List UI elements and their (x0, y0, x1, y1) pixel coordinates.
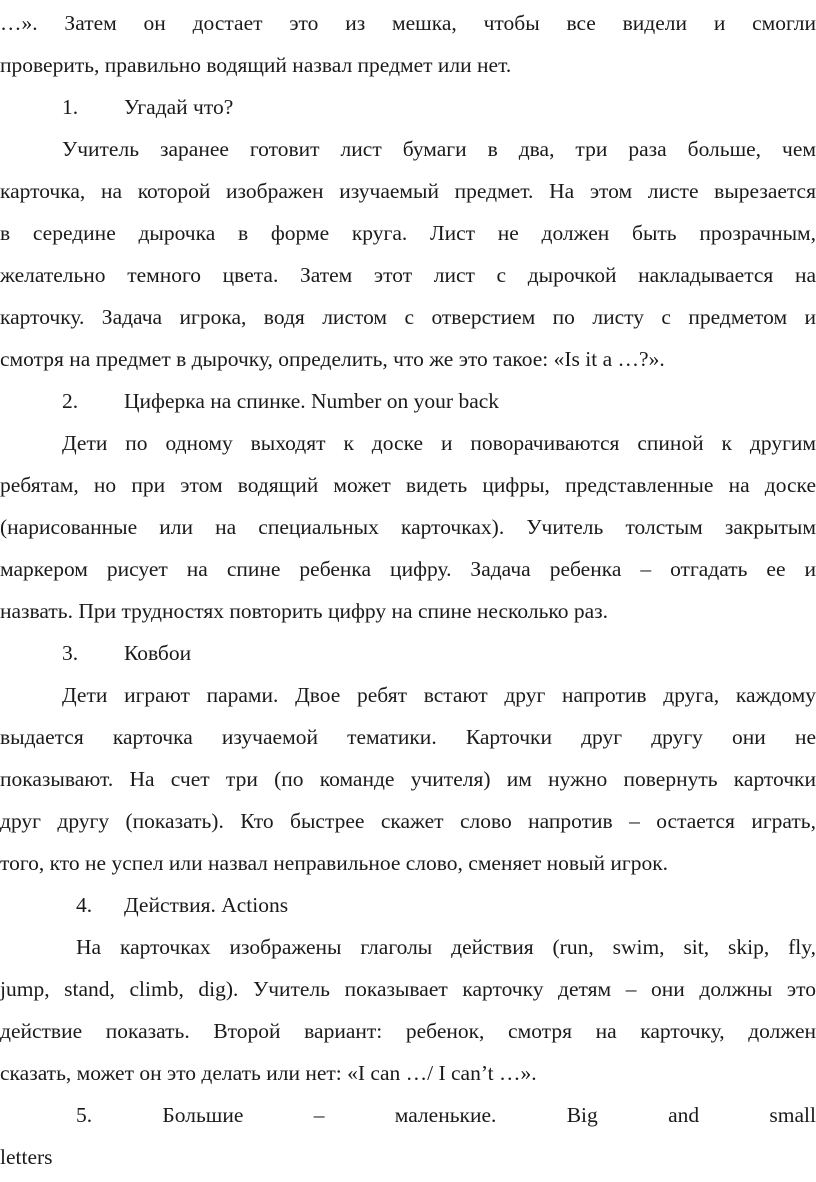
section-number: 1. (62, 95, 79, 119)
paragraph-line: в середине дырочка в форме круга. Лист не должен быть прозрачным, (0, 221, 816, 245)
paragraph-line: показывают. На счет три (по команде учителя) им нужно повернуть карточки (0, 767, 816, 791)
section-title: Ковбои (124, 641, 192, 665)
paragraph-line: проверить, правильно водящий назвал предмет или нет. (0, 53, 512, 77)
paragraph-line: смотря на предмет в дырочку, определить, что же это такое: «Is it a …?». (0, 347, 665, 371)
section-heading (0, 632, 816, 674)
paragraph-line: выдается карточка изучаемой тематики. Карточки друг другу они не (0, 725, 816, 749)
paragraph-line: На карточках изображены глаголы действия (run, swim, sit, skip, fly, (76, 935, 816, 959)
paragraph-line: карточка, на которой изображен изучаемый предмет. На этом листе вырезается (0, 179, 816, 203)
paragraph-line: letters (0, 1145, 53, 1169)
section-title: Действия. Actions (124, 893, 289, 917)
section-title: Циферка на спинке. Number on your back (124, 389, 500, 413)
paragraph-line: ребятам, но при этом водящий может видеть цифры, представленные на доске (0, 473, 816, 497)
section-heading (0, 884, 816, 926)
section-number: 3. (62, 641, 79, 665)
paragraph-line: друг другу (показать). Кто быстрее скажет слово напротив – остается играть, (0, 809, 816, 833)
paragraph-line: маркером рисует на спине ребенка цифру. Задача ребенка – отгадать ее и (0, 557, 816, 581)
paragraph-line: назвать. При трудностях повторить цифру на спине несколько раз. (0, 599, 609, 623)
paragraph-line: jump, stand, climb, dig). Учитель показывает карточку детям – они должны это (0, 977, 816, 1001)
section-number: 2. (62, 389, 79, 413)
paragraph-line: того, кто не успел или назвал неправильное слово, сменяет новый игрок. (0, 851, 669, 875)
paragraph-line: Дети играют парами. Двое ребят встают друг напротив друга, каждому (62, 683, 816, 707)
paragraph-line: …». Затем он достает это из мешка, чтобы все видели и смогли (0, 11, 816, 35)
paragraph-line: карточку. Задача игрока, водя листом с отверстием по листу с предметом и (0, 305, 816, 329)
paragraph-line: Дети по одному выходят к доске и поворачиваются спиной к другим (62, 431, 816, 455)
paragraph-line: желательно темного цвета. Затем этот лист с дырочкой накладывается на (0, 263, 816, 287)
paragraph-line: Учитель заранее готовит лист бумаги в два, три раза больше, чем (62, 137, 816, 161)
section-heading (0, 380, 816, 422)
section-title: Угадай что? (124, 95, 234, 119)
paragraph-line: (нарисованные или на специальных карточках). Учитель толстым закрытым (0, 515, 816, 539)
section-heading (0, 86, 816, 128)
paragraph-line: 5. Большие – маленькие. Big and small (76, 1103, 816, 1127)
paragraph-line: сказать, может он это делать или нет: «I can …/ I can’t …». (0, 1061, 537, 1085)
paragraph-line: действие показать. Второй вариант: ребенок, смотря на карточку, должен (0, 1019, 816, 1043)
section-number: 4. (76, 893, 93, 917)
